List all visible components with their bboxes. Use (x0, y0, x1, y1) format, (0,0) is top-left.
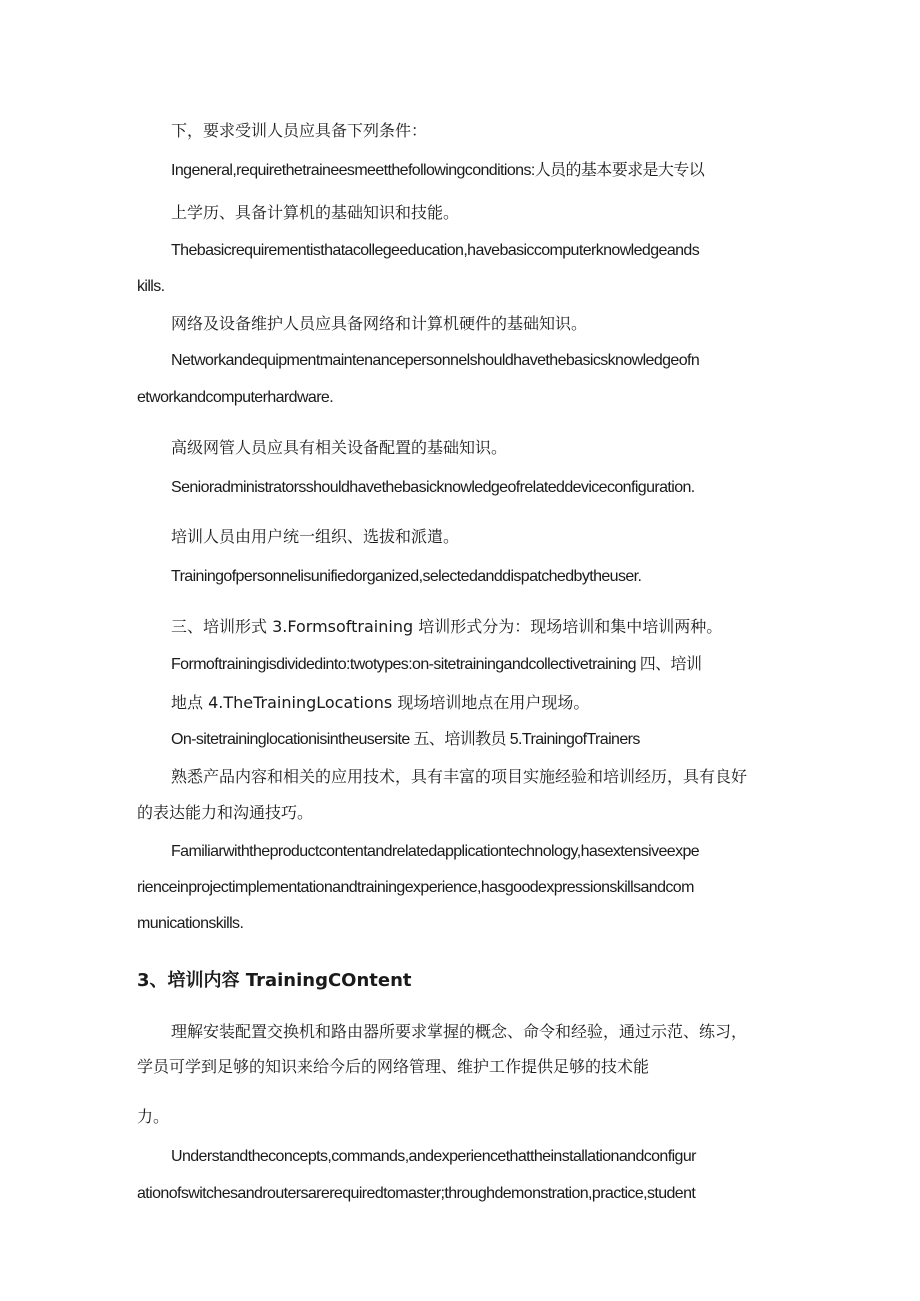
text-line: Networkandequipmentmaintenancepersonnelshouldhavethebasicsknowledgeofn (171, 352, 700, 369)
text-line: 上学历、具备计算机的基础知识和技能。 (171, 203, 460, 222)
text-line: ationofswitchesandroutersarerequiredtomaster;throughdemonstration,practice,student (137, 1185, 696, 1202)
text-line: Ingeneral,requirethetraineesmeetthefollowingconditions:人员的基本要求是大专以 (171, 162, 705, 179)
text-line: 下，要求受训人员应具备下列条件： (171, 121, 428, 140)
text-line: rienceinprojectimplementationandtrainingexperience,hasgoodexpressionskillsandcom (137, 879, 694, 896)
text-line: 三、培训形式 3.Formsoftraining 培训形式分为：现场培训和集中培训两种。 (171, 617, 723, 636)
text-line: 学员可学到足够的知识来给今后的网络管理、维护工作提供足够的技术能 (137, 1057, 650, 1076)
text-line: 理解安装配置交换机和路由器所要求掌握的概念、命令和经验，通过示范、练习， (171, 1022, 748, 1041)
section-heading: 3、培训内容 TrainingCOntent (137, 970, 412, 991)
text-line: Familiarwiththeproductcontentandrelatedapplicationtechnology,hasextensiveexpe (171, 843, 700, 860)
text-line: Trainingofpersonnelisunifiedorganized,selectedanddispatchedbytheuser. (171, 568, 642, 585)
text-line: 力。 (137, 1107, 170, 1126)
text-line: 网络及设备维护人员应具备网络和计算机硬件的基础知识。 (171, 314, 588, 333)
text-line: 的表达能力和沟通技巧。 (137, 803, 314, 822)
text-line: Thebasicrequirementisthatacollegeeducation,havebasiccomputerknowledgeands (171, 242, 700, 259)
text-line: 地点 4.TheTrainingLocations 现场培训地点在用户现场。 (171, 693, 590, 712)
text-line: kills. (137, 278, 165, 295)
text-line: 高级网管人员应具有相关设备配置的基础知识。 (171, 438, 508, 457)
text-line: On-sitetraininglocationisintheusersite 五、培训教员 5.TrainingofTrainers (171, 731, 640, 748)
text-line: municationskills. (137, 915, 244, 932)
text-line: Formoftrainingisdividedinto:twotypes:on-sitetrainingandcollectivetraining 四、培训 (171, 656, 702, 673)
text-line: 熟悉产品内容和相关的应用技术，具有丰富的项目实施经验和培训经历，具有良好 (171, 767, 748, 786)
text-line: Senioradministratorsshouldhavethebasicknowledgeofrelateddeviceconfiguration. (171, 479, 695, 496)
text-line: Understandtheconcepts,commands,andexperiencethattheinstallationandconfigur (171, 1148, 696, 1165)
text-line: etworkandcomputerhardware. (137, 389, 334, 406)
text-line: 培训人员由用户统一组织、选拔和派遣。 (171, 527, 460, 546)
